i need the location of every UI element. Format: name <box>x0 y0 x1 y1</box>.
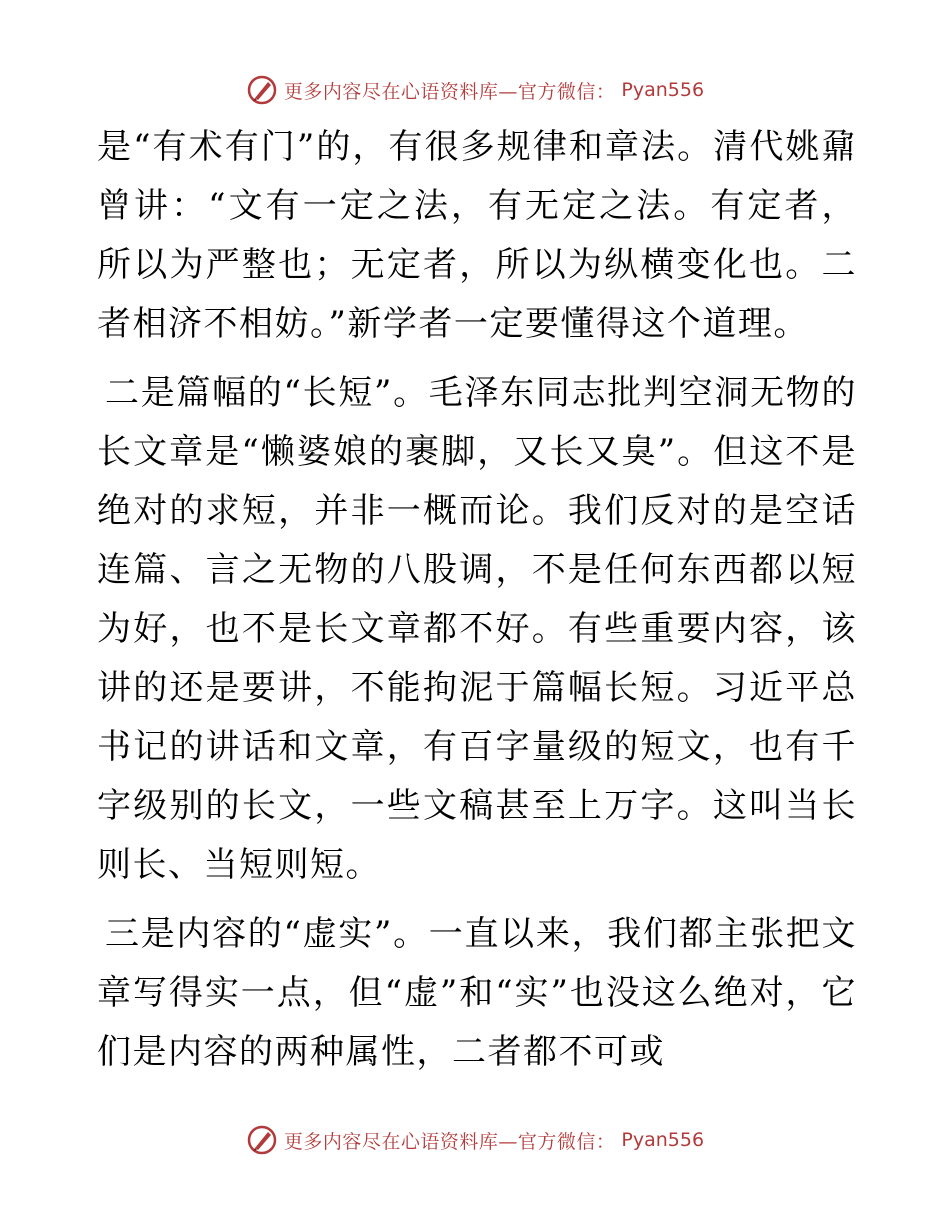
paragraph-3: 三是内容的“虚实”。一直以来，我们都主张把文章写得实一点，但“虚”和“实”也没这么绝对，它们是内容的两种属性，二者都不可或 <box>97 914 857 1072</box>
watermark-id: Pyan556 <box>621 1129 705 1151</box>
watermark-text: 更多内容尽在心语资料库—官方微信： <box>283 80 616 103</box>
quill-pen-logo-icon <box>246 74 278 106</box>
paragraph-2: 二是篇幅的“长短”。毛泽东同志批判空洞无物的长文章是“懒婆娘的裹脚，又长又臭”。但这不是绝对的求短，并非一概而论。我们反对的是空话连篇、言之无物的八股调，不是任何东西都以短为好，也不是长文章都不好。有些重要内容，该讲的还是要讲，不能拘泥于篇幅长短。习近平总书记的讲话和文章，有百字量级的短文，也有千字级别的长文，一些文稿甚至上万字。这叫当长则长、当短则短。 <box>97 373 857 885</box>
quill-pen-logo-icon <box>246 1124 278 1156</box>
header-watermark <box>0 72 950 108</box>
footer-watermark <box>0 1122 950 1158</box>
document-body <box>97 118 857 1082</box>
watermark-id: Pyan556 <box>621 79 705 101</box>
watermark-text: 更多内容尽在心语资料库—官方微信： <box>283 1130 616 1153</box>
paragraph-1: 是“有术有门”的，有很多规律和章法。清代姚鼐曾讲：“文有一定之法，有无定之法。有定者，所以为严整也；无定者，所以为纵横变化也。二者相济不相妨。”新学者一定要懂得这个道理。 <box>97 127 857 344</box>
